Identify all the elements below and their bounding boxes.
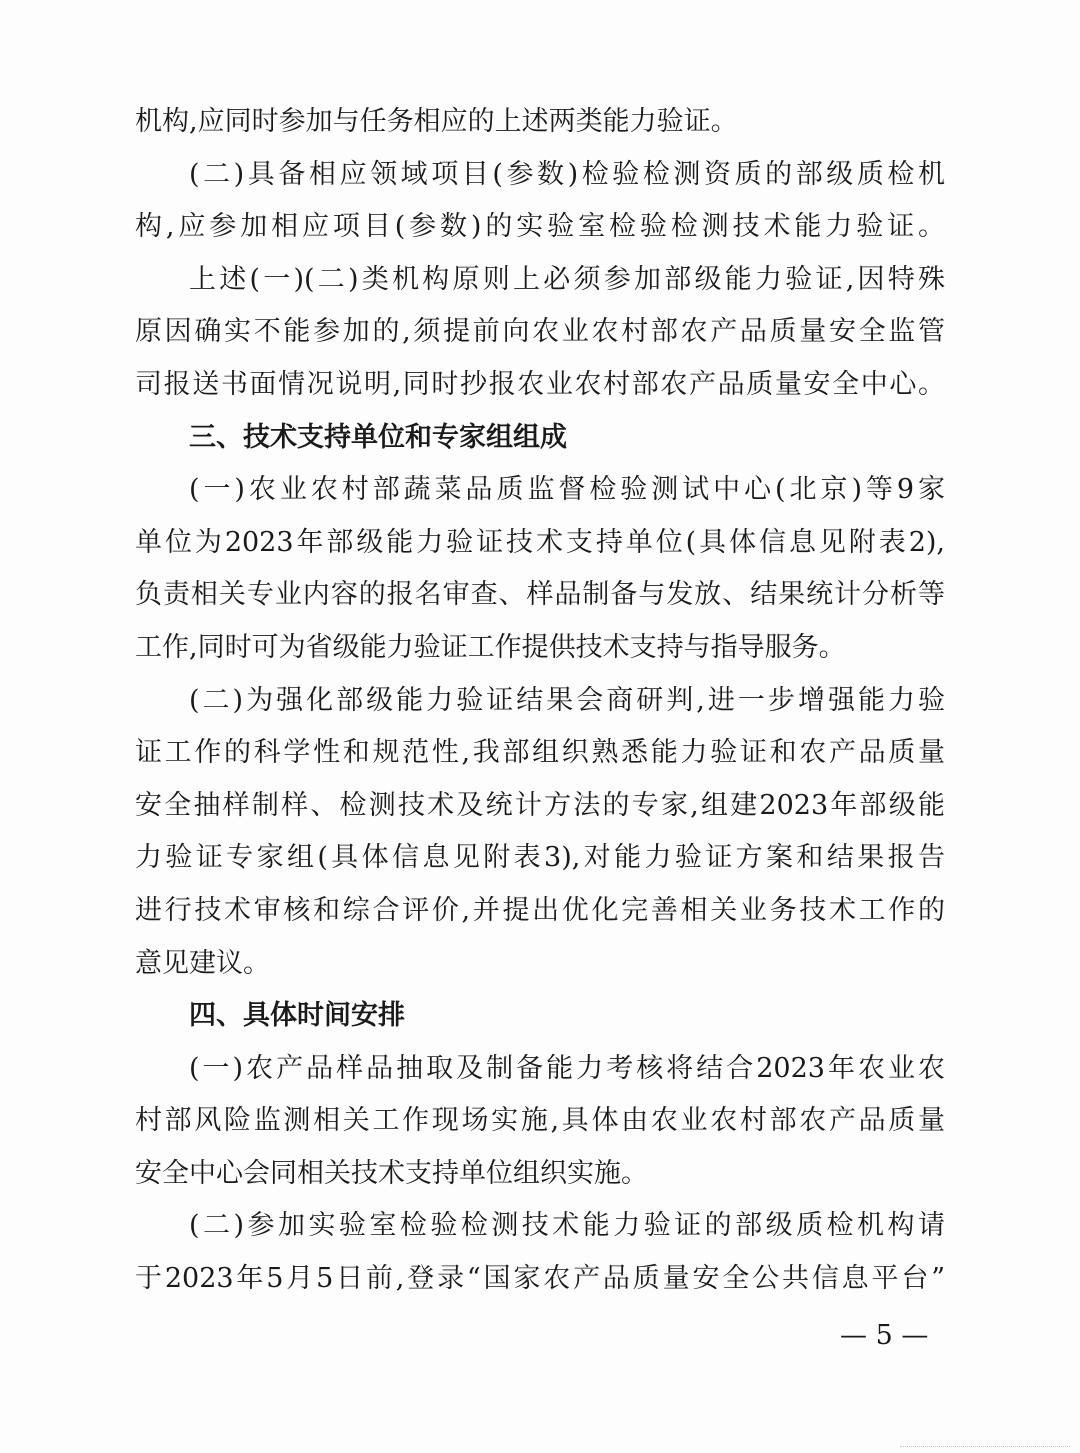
scan-edge-mark xyxy=(900,1446,1070,1448)
paragraph-line: 机构,应同时参加与任务相应的上述两类能力验证。 xyxy=(135,106,738,137)
paragraph-line: 意见建议。 xyxy=(135,947,270,979)
paragraph-line: 安全抽样制样、检测技术及统计方法的专家,组建2023年部级能 xyxy=(135,789,945,821)
paragraph-line: (二)为强化部级能力验证结果会商研判,进一步增强能力验 xyxy=(189,684,945,716)
paragraph-line: 原因确实不能参加的,须提前向农业农村部农产品质量安全监管 xyxy=(135,316,945,348)
paragraph-line: 证工作的科学性和规范性,我部组织熟悉能力验证和农产品质量 xyxy=(135,737,945,769)
paragraph-line: 工作,同时可为省级能力验证工作提供技术支持与指导服务。 xyxy=(135,631,846,663)
paragraph-line: (二)参加实验室检验检测技术能力验证的部级质检机构请 xyxy=(189,1210,945,1242)
paragraph-line: 司报送书面情况说明,同时抄报农业农村部农产品质量安全中心。 xyxy=(135,368,945,400)
page-number: — 5 — xyxy=(840,1320,929,1351)
body-text xyxy=(135,96,945,1306)
paragraph-line: (一)农产品样品抽取及制备能力考核将结合2023年农业农 xyxy=(189,1052,945,1084)
paragraph-line: 进行技术审核和综合评价,并提出优化完善相关业务技术工作的 xyxy=(135,894,945,926)
paragraph-line: 村部风险监测相关工作现场实施,具体由农业农村部农产品质量 xyxy=(135,1105,945,1137)
paragraph-line: (二)具备相应领域项目(参数)检验检测资质的部级质检机 xyxy=(189,158,945,190)
section-heading-4: 四、具体时间安排 xyxy=(189,1000,405,1032)
paragraph-line: 力验证专家组(具体信息见附表3),对能力验证方案和结果报告 xyxy=(135,842,945,874)
paragraph-line: 负责相关专业内容的报名审查、样品制备与发放、结果统计分析等 xyxy=(135,579,945,611)
section-heading-3: 三、技术支持单位和专家组组成 xyxy=(189,421,567,453)
paragraph-line: 构,应参加相应项目(参数)的实验室检验检测技术能力验证。 xyxy=(135,211,945,243)
paragraph-line: 安全中心会同相关技术支持单位组织实施。 xyxy=(135,1157,648,1189)
paragraph-line: (一)农业农村部蔬菜品质监督检验测试中心(北京)等9家 xyxy=(189,474,945,506)
paragraph-line: 单位为2023年部级能力验证技术支持单位(具体信息见附表2), xyxy=(135,526,945,558)
paragraph-line: 于2023年5月5日前,登录“国家农产品质量安全公共信息平台” xyxy=(135,1263,945,1295)
paragraph-line: 上述(一)(二)类机构原则上必须参加部级能力验证,因特殊 xyxy=(189,263,945,295)
